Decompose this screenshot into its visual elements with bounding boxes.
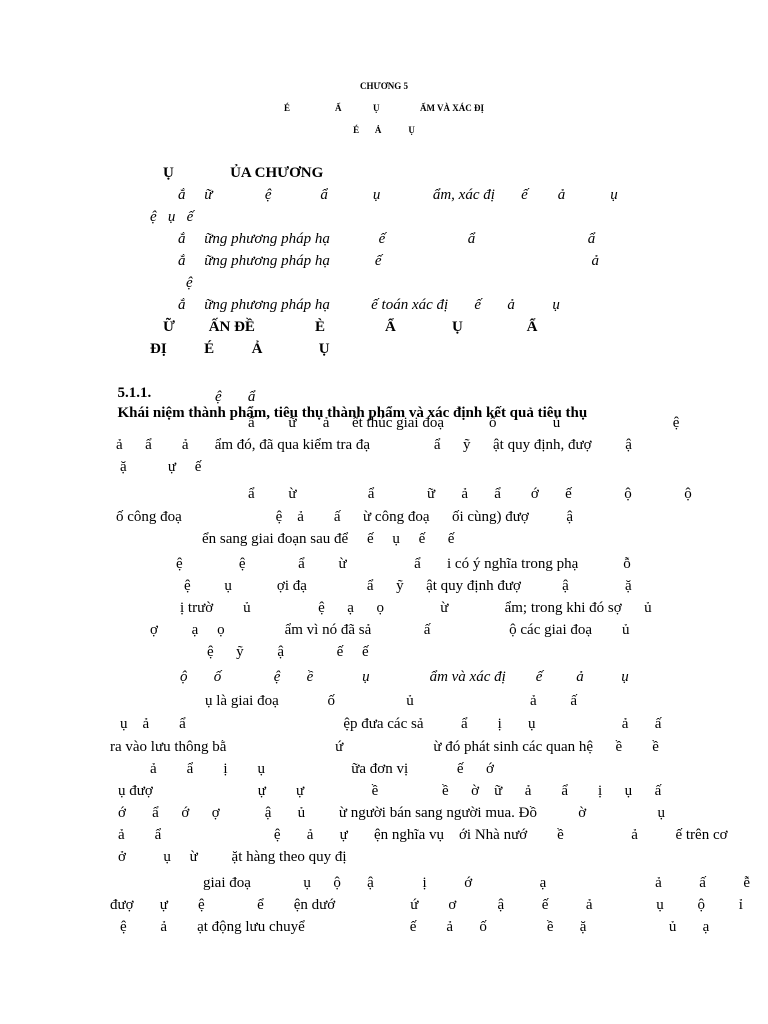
paragraph-line: ả ẩ ị ụ ữa đơn vị ế ớ [150, 761, 494, 777]
paragraph-line: ụ đượ ự ự ề ề ờ ữ ả ẩ ị ụ ấ [118, 783, 662, 799]
paragraph-line: ệ ệ ẩ ừ ẩ i có ý nghĩa trong phạ ỗ [176, 556, 631, 572]
paragraph-line: ển sang giai đoạn sau để ế ụ ế ế [202, 531, 455, 547]
paragraph-line: giai đoạ ụ ộ ậ ị ớ ạ ả ấ ễ [203, 875, 751, 891]
paragraph-line: đượ ự ệ ể ện dướ ứ ơ ậ ế ả ụ ộ ỉ [110, 897, 743, 913]
objective-line: ệ ụ ế [150, 209, 194, 225]
paragraph-line: ẩ ừ ẩ ữ ả ẩ ớ ế ộ ộ [248, 486, 692, 502]
subsection-title: Khái niệm thành phẩm, tiêu thụ thành phẩm và xác định kết quả tiêu thụ [117, 405, 588, 421]
paragraph-line: ợ ạ ọ ẩm vì nó đã sả ấ ộ các giai đoạ ủ [150, 622, 630, 638]
chapter-title-line-2: É Ả Ụ [353, 125, 415, 135]
paragraph-line: ệ ả ạt động lưu chuyể ế ả ố ề ặ ủ ạ [120, 919, 710, 935]
objective-line: ệ [186, 275, 193, 291]
paragraph-line: ớ ẩ ớ ợ ậ ủ ừ người bán sang người mua. Đồ ờ ụ [118, 805, 665, 821]
chapter-label: CHƯƠNG 5 [360, 81, 408, 91]
objective-line: ắ ững phương pháp hạ ế ẩ ẩ [178, 231, 596, 247]
paragraph-line: ố công đoạ ệ ả ấ ừ công đoạ ối cùng) đượ ậ [116, 509, 574, 525]
section-heading-line-1: Ữ ẤN ĐỀ È Ẩ Ụ Ẩ [163, 319, 538, 335]
chapter-title-line-1: É Ẩ Ụ ẨM VÀ XÁC ĐỊ [283, 103, 485, 113]
objective-line: ắ ững phương pháp hạ ế toán xác đị ế ả ụ [178, 297, 560, 313]
paragraph-line: ả ẩ ệ ả ự ện nghĩa vụ ới Nhà nướ ề ả ế trên cơ [118, 827, 728, 843]
paragraph-line: ộ ố ệ ề ụ ẩm và xác đị ế ả ụ [180, 669, 629, 685]
section-heading-line-2: ĐỊ É Ả Ụ [150, 341, 330, 357]
paragraph-line: ụ là giai đoạ ố ủ ả ấ [205, 693, 578, 709]
paragraph-line: ệ ụ ợi đạ ẩ ỹ ật quy định đượ ậ ặ [184, 578, 632, 594]
paragraph-line: ả ẩ ả ẩm đó, đã qua kiểm tra đạ ẩ ỹ ật quy định, đượ ậ [116, 437, 632, 453]
paragraph-line: ở ụ ừ ặt hàng theo quy đị [118, 849, 347, 865]
paragraph-line: ệ ỹ ậ ế ế [207, 644, 369, 660]
paragraph-line: ra vào lưu thông bằ ứ ừ đó phát sinh các quan hệ ề ề [110, 739, 659, 755]
concept-label: ệ ẩ [215, 389, 256, 405]
objective-line: ắ ững phương pháp hạ ế ả [178, 253, 600, 269]
paragraph-line: ẩ ữ ả ết thúc giai đoạ ố ủ ệ [248, 415, 680, 431]
objective-line: ắ ữ ệ ẩ ụ ẩm, xác đị ế ả ụ [178, 187, 618, 203]
paragraph-line: ị trườ ủ ệ ạ ọ ừ ẩm; trong khi đó sợ ủ [180, 600, 652, 616]
paragraph-line: ụ ả ẩ ệp đưa các sả ẩ ị ụ ả ấ [120, 716, 662, 732]
subsection-number: 5.1.1. [117, 385, 152, 401]
objectives-heading: Ụ ỦA CHƯƠNG [163, 165, 324, 181]
paragraph-line: ặ ự ế [120, 459, 202, 475]
